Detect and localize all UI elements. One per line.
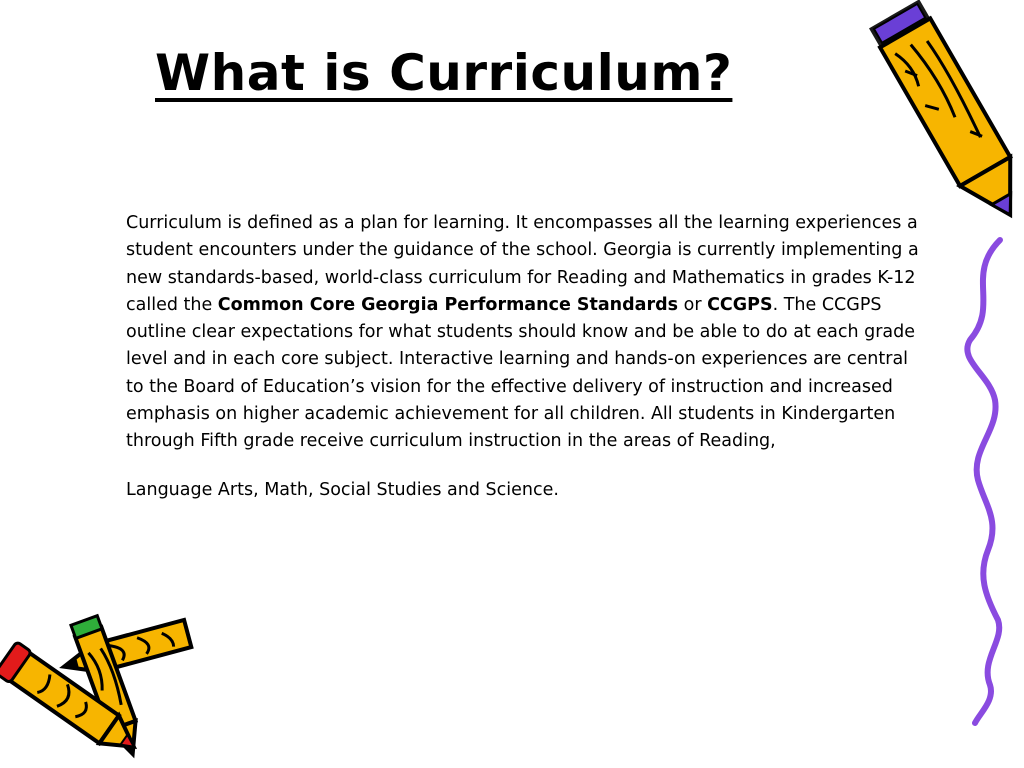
pencils-cluster-icon [0,610,210,760]
standards-abbreviation: CCGPS [707,294,773,315]
paragraph-connector: or [678,294,708,315]
paragraph-rest: . The CCGPS outline clear expectations for what students should know and be able to do at each grade level and in each core subject. Interactive learning and hands-on experiences are central to the Board of Education’s vision for the effective delivery of instruction and increased emphasis on higher academic achievement for all children. All students in Kindergarten through Fifth grade receive curriculum instruction in the areas of Reading, [126,294,916,452]
squiggle-line-icon [960,235,1010,725]
pencil-icon [860,0,1010,245]
paragraph-intro: Curriculum is defined as a plan for learning. It encompasses all the learning experiences a student encounters under the guidance of the school. Georgia is currently implementing a new standards-based, world-class curriculum for Reading and Mathematics in grades K-12 called the [126,213,919,315]
slide-body [126,210,926,504]
standards-name: Common Core Georgia Performance Standards [217,294,679,315]
body-paragraph-2: Language Arts, Math, Social Studies and Science. [126,479,559,500]
slide-title: What is Curriculum? [155,44,733,102]
body-paragraph-1 [126,210,926,456]
